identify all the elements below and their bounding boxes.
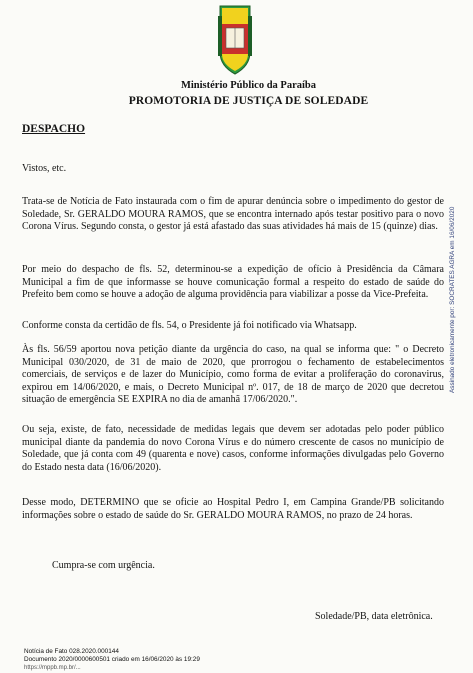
place-date: Soledade/PB, data eletrônica. [315,611,433,622]
paragraph-1: Trata-se de Notícia de Fato instaurada com o fim de apurar denúncia sobre o impedimento do gestor de Soledade, Sr. GERALDO MOURA RAMOS, que se encontra internado após testar positivo para o novo Corona Vírus. Segundo consta, o gestor já está afastado das suas atividades há mais de 15 (quinze) dias. [22,196,444,232]
footer-case-number: Notícia de Fato 028.2020.000144 [24,648,119,655]
paragraph-3: Conforme consta da certidão de fls. 54, o Presidente já foi notificado via Whatsapp. [22,320,357,331]
document-title: DESPACHO [22,123,86,135]
promotoria-name: PROMOTORIA DE JUSTIÇA DE SOLEDADE [128,95,369,107]
paragraph-4: Às fls. 56/59 aportou nova petição diante da urgência do caso, na qual se informa que: " o Decreto Municipal 030/2020, de 31 de maio de 2020, que prorrogou o fechamento de estabelecimentos comerciais, de serviços e de lazer do Município, como forma de evitar a proliferação do coronavirus, expirou em 14/06/2020, e mais, o Decreto Municipal nº. 017, de 18 de março de 2020 que decretou situação de emergência SE EXPIRA no dia de amanhã 17/06/2020.". [22,344,444,405]
footer-url[interactable]: https://mppb.mp.br/... [24,665,81,671]
ministry-name: Ministério Público da Paraíba [180,80,317,91]
greeting: Vistos, etc. [22,163,67,174]
ministry-emblem-icon [212,4,258,76]
closing-line: Cumpra-se com urgência. [52,560,155,571]
electronic-signature-stamp: Assinado eletronicamente por: SOCRATES AGRA em 16/06/2020 [449,206,456,393]
paragraph-5: Ou seja, existe, de fato, necessidade de medidas legais que devem ser adotadas pelo poder público municipal diante da pandemia do novo Corona Vírus e do número crescente de casos no município de Soledade, que já conta com 49 (quarenta e nove) casos, conforme informações divulgadas pelo Governo do Estado nesta data (16/06/2020). [22,424,444,473]
paragraph-2: Por meio do despacho de fls. 52, determinou-se a expedição de ofício à Presidência da Câmara Municipal a fim de que informasse se houve comunicação formal a respeito do estado de saúde do Prefeito bem como se houve a adoção de alguma providência para viabilizar a posse da Vice-Prefeita. [22,264,444,300]
footer-document-info: Documento 2020/0000600501 criado em 16/06/2020 às 19:29 [24,656,200,663]
paragraph-6: Desse modo, DETERMINO que se oficie ao Hospital Pedro I, em Campina Grande/PB solicitando informações sobre o estado de saúde do Sr. GERALDO MOURA RAMOS, no prazo de 24 horas. [22,497,444,521]
